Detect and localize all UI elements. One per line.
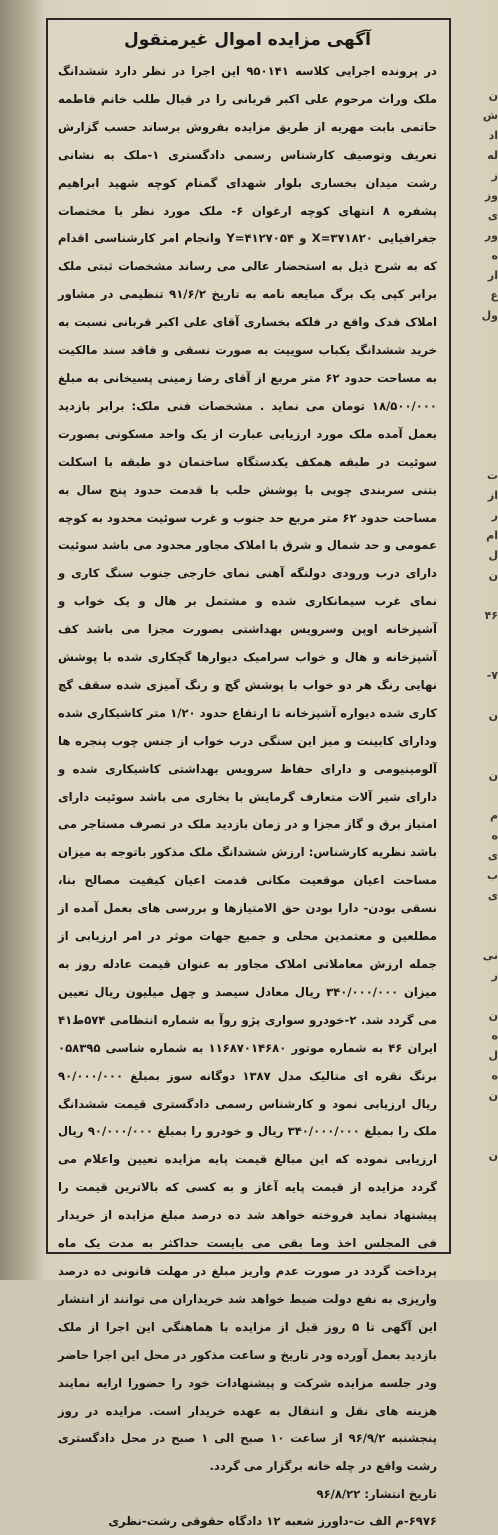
neighbor-fragment-line bbox=[455, 426, 498, 446]
notice-signature: ۶۹۷۶-م الف ت-داورز شعبه ۱۲ دادگاه حقوقی رشت-نظری bbox=[108, 1514, 437, 1529]
neighbor-fragment-line bbox=[455, 726, 498, 746]
neighbor-fragment-line: ام bbox=[486, 529, 498, 542]
publish-date: تاریخ انتشار: ۹۶/۸/۲۲ bbox=[316, 1487, 437, 1502]
neighbor-fragment-line: ۴۶ bbox=[484, 609, 498, 622]
neighbor-fragment-line bbox=[455, 786, 498, 806]
neighbor-fragment-line: ه bbox=[491, 249, 498, 262]
neighbor-fragment-line: ن bbox=[488, 89, 498, 102]
neighbor-fragment-line: م bbox=[489, 809, 498, 822]
neighbor-fragment-line bbox=[455, 326, 498, 346]
neighbor-fragment-line: وز bbox=[484, 189, 498, 202]
neighbor-fragment-line: ی bbox=[487, 209, 498, 222]
neighbor-fragment-line: ه bbox=[491, 1069, 498, 1082]
notice-body: در پرونده اجرایی کلاسه ۹۵۰۱۴۱ این اجرا در نظر دارد ششدانگ ملک وراث مرحوم علی اکبر قربانی را در قبال طلب خانم فاطمه حاتمی بابت مهریه از طریق مزایده بفروش برساند حسب گزارش تعریف وتوصیف کارشناس رسمی دادگستری ۱-ملک به نشانی رشت میدان بخساری بلوار شهدای گمنام کوچه شهید ابراهیم پشفره ۸ انتهای کوچه ارغوان ۶- ملک مورد نظر با مختصات جغرافیایی ۳۷۱۸۲۰=X و ۴۱۲۷۰۵۴=Y وانجام امر کارشناسی اقدام که به شرح ذیل به استحضار عالی می رساند مشخصات ثبتی ملک برابر کپی یک برگ مبایعه نامه به تاریخ ۹۱/۶/۲ تنظیمی در مشاور املاک فدک واقع در فلکه بخساری آقای علی اکبر قربانی نسبت به خرید ششدانگ یکباب سوییت به صورت نسقی و فاقد سند مالکیت به مساحت حدود ۶۲ متر مربع از آقای رضا زمینی پسیخانی به مبلغ ۱۸/۵۰۰/۰۰۰ تومان می نماید . مشخصات فنی ملک: برابر بازدید بعمل آمده ملک مورد ارزیابی عبارت از یک واحد مسکونی بصورت سوئیت در طبقه همکف یکدستگاه ساختمان دو طبقه با اسکلت بتنی سربندی چوبی با پوشش حلب با قدمت حدود پنج سال به مساحت حدود ۶۲ متر مربع حد جنوب و غرب سوئیت محدود به کوچه عمومی و حد شمال و شرق با املاک مجاور محدود می باشد سوئیت دارای درب ورودی دولنگه آهنی نمای خارجی جنوب سنگ کاری و نمای غرب سیمانکاری شده و مشتمل بر هال و یک خواب و آشپزخانه اوپن وسرویس بهداشتی بصورت مجزا می باشد کف آشپزخانه و هال و خواب سرامیک دیوارها گچکاری شده با پوشش نهایی رنگ هر دو خواب با پوشش گچ و رنگ آمیزی شده سقف گچ کاری شده دیواره آشپزخانه تا ارتفاع حدود ۱/۲۰ متر کاشیکاری شده ودارای کابینت و میز این سنگی درب خواب از جنس چوب پنجره ها آلومینیومی و دارای حفاظ سرویس بهداشتی کاشیکاری شده و دارای شیر آلات متعارف گرمایش با بخاری می باشد سوئیت دارای امتیاز برق و گاز مجزا و در زمان بازدید ملک در تصرف مستاجر می باشد نظریه کارشناس: ارزش ششدانگ ملک مذکور باتوجه به میزان مساحت اعیان موقعیت مکانی قدمت اعیان کیفیت مصالح بنا، نسقی بودن- دارا بودن حق الامتیازها و بررسی های بعمل آمده از مطلعین و معتمدین محلی و جمیع جهات موثر در امر ارزیابی از جمله ارزش معاملاتی املاک مجاور به عنوان قیمت عادله روز به میزان ۳۴۰/۰۰۰/۰۰۰ ریال معادل سیصد و چهل میلیون ریال تعیین می گردد شد. ۲-خودرو سواری پژو روآ به شماره انتظامی ۵۷۴ط۴۱ ایران ۴۶ به شماره موتور ۱۱۶۸۷۰۱۴۶۸۰ به شماره شاسی ۰۵۸۳۹۵ برنگ نقره ای متالیک مدل ۱۳۸۷ دوگانه سوز بمبلغ ۹۰/۰۰۰/۰۰۰ ریال ارزیابی نمود و کارشناس رسمی دادگستری قیمت ششدانگ ملک را بمبلغ ۳۴۰/۰۰۰/۰۰۰ ریال و خودرو را بمبلغ ۹۰/۰۰۰/۰۰۰ ریال ارزیابی نموده که این مبالغ قیمت پایه مزایده تعیین واعلام می گردد مزایده از قیمت پایه آغاز و به کسی که بالاترین قیمت را پیشنهاد نماید فروخته خواهد شد ده درصد مبلغ مزایده از خریدار فی المجلس اخذ وما بقی می بایست حداکثر به مدت یک ماه پرداخت گردد در صورت عدم واریز مبلغ در مهلت قانونی ده درصد واریزی به نفع دولت ضبط خواهد شد خریداران می توانند از انتشار این آگهی تا ۵ روز قبل از مزایده با هماهنگی این اجرا از ملک بازدید بعمل آورده ودر تاریخ و ساعت مذکور در محل این اجرا حاضر ودر جلسه مزایده شرکت و پیشنهادات خود را حضورا ارایه نمایند هزینه های نقل و انتقال به عهده خریدار است. مزایده در روز پنجشنبه ۹۶/۹/۲ از ساعت ۱۰ صبح الی ۱ صبح در محل دادگستری رشت واقع در چله خانه برگزار می گردد. bbox=[58, 64, 438, 1474]
neighbor-fragment-line bbox=[455, 366, 498, 386]
neighbor-fragment-line bbox=[455, 386, 498, 406]
neighbor-fragment-line bbox=[455, 906, 498, 926]
neighbor-fragment-line bbox=[455, 686, 498, 706]
neighbor-column-fragment bbox=[455, 86, 498, 1206]
neighbor-fragment-line: ش bbox=[482, 109, 498, 122]
neighbor-fragment-line: ر bbox=[491, 509, 498, 522]
neighbor-fragment-line: ب bbox=[486, 869, 498, 882]
neighbor-fragment-line: از bbox=[487, 489, 498, 502]
neighbor-fragment-line: ی bbox=[487, 889, 498, 902]
neighbor-fragment-line bbox=[455, 1106, 498, 1126]
neighbor-fragment-line: ار bbox=[487, 269, 498, 282]
page-fold-shadow bbox=[0, 0, 44, 1280]
neighbor-fragment-line: ن bbox=[488, 1009, 498, 1022]
neighbor-fragment-line: ن bbox=[488, 1089, 498, 1102]
neighbor-fragment-line bbox=[455, 746, 498, 766]
neighbor-fragment-line bbox=[455, 1126, 498, 1146]
neighbor-fragment-line bbox=[455, 586, 498, 606]
neighbor-fragment-line: ن bbox=[488, 709, 498, 722]
neighbor-fragment-line bbox=[455, 406, 498, 426]
neighbor-fragment-line: ه bbox=[491, 1029, 498, 1042]
neighbor-fragment-line bbox=[455, 986, 498, 1006]
neighbor-fragment-line bbox=[455, 626, 498, 646]
auction-notice bbox=[46, 18, 451, 1529]
neighbor-fragment-line: ۷- bbox=[486, 669, 498, 682]
neighbor-fragment-line: ل bbox=[488, 549, 498, 562]
neighbor-fragment-line bbox=[455, 446, 498, 466]
neighbor-fragment-line: ع bbox=[490, 289, 498, 302]
neighbor-fragment-line bbox=[455, 346, 498, 366]
neighbor-fragment-line: ه bbox=[491, 829, 498, 842]
neighbor-fragment-line: ز bbox=[491, 169, 498, 182]
neighbor-fragment-line: ن bbox=[488, 769, 498, 782]
neighbor-fragment-line: ت bbox=[486, 469, 498, 482]
neighbor-fragment-line: ن bbox=[488, 569, 498, 582]
neighbor-fragment-line bbox=[455, 646, 498, 666]
notice-title: آگهی مزایده اموال غیرمنقول bbox=[124, 30, 371, 50]
neighbor-fragment-line: ی bbox=[487, 849, 498, 862]
neighbor-fragment-line: ر bbox=[491, 969, 498, 982]
neighbor-fragment-line: اد bbox=[488, 129, 498, 142]
neighbor-fragment-line: ل bbox=[488, 1049, 498, 1062]
neighbor-fragment-line: ول bbox=[481, 309, 498, 322]
neighbor-fragment-line bbox=[455, 926, 498, 946]
neighbor-fragment-line: ن bbox=[488, 1149, 498, 1162]
neighbor-fragment-line: نی bbox=[482, 949, 498, 962]
neighbor-fragment-line: ور bbox=[484, 229, 498, 242]
neighbor-fragment-line: له bbox=[487, 149, 498, 162]
